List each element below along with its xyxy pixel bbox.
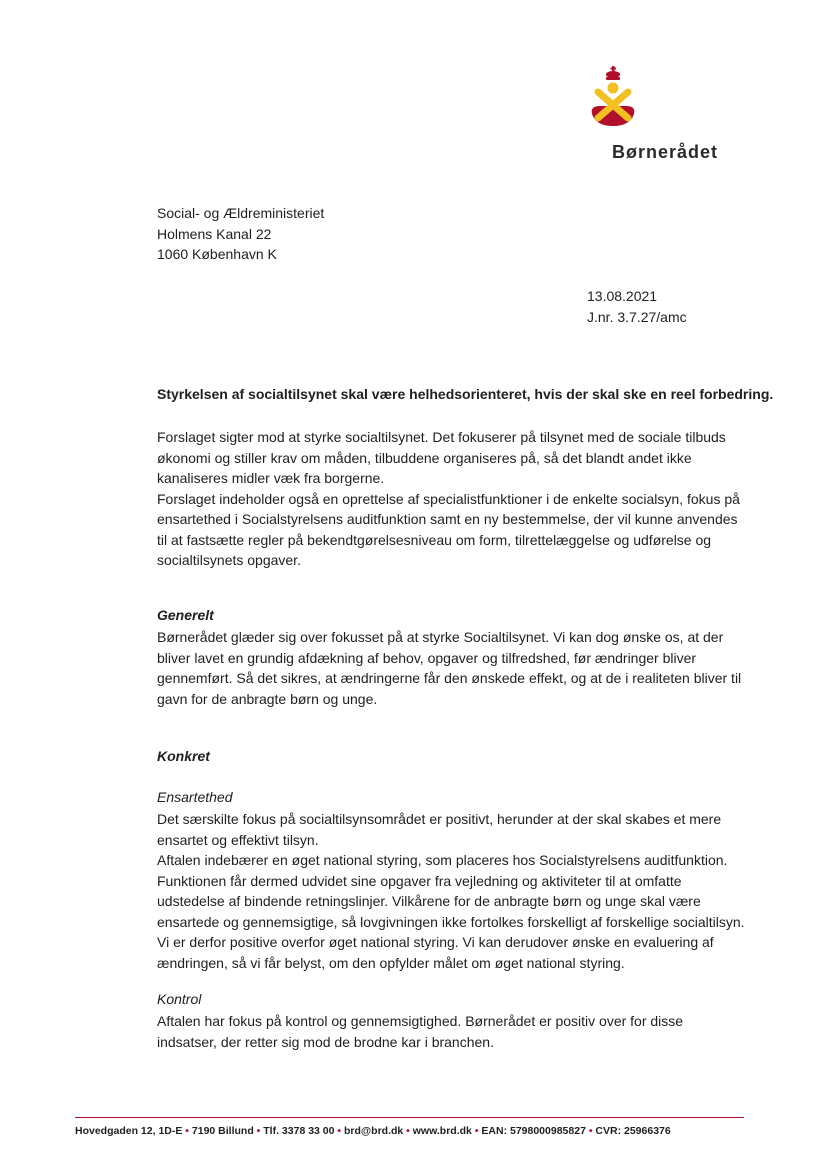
recipient-line: Social- og Ældreministeriet xyxy=(157,205,325,221)
brand-name: Børnerådet xyxy=(612,142,719,162)
text-line: socialtilsynets opgaver. xyxy=(157,552,301,568)
text-line: Aftalen har fokus på kontrol og gennemsigtighed. Børnerådet er positiv over for disse xyxy=(157,1013,684,1029)
text-line: Forslaget indeholder også en oprettelse af specialistfunktioner i de enkelte socialsyn, fokus på xyxy=(157,490,740,507)
bullet-separator: • xyxy=(588,1125,596,1137)
bullet-separator: • xyxy=(474,1125,482,1137)
text-line: ensartede og gennemsigtige, så lovgivningen ikke fortolkes forskelligt af forskellige socialtilsyn. xyxy=(157,913,745,930)
kontrol-paragraph xyxy=(157,1011,683,1052)
bullet-separator: • xyxy=(337,1125,344,1137)
footer-cvr: CVR: 25966376 xyxy=(595,1125,671,1137)
subsection-title-kontrol: Kontrol xyxy=(157,991,202,1007)
recipient-line: 1060 København K xyxy=(157,246,277,262)
intro-paragraph xyxy=(157,427,740,571)
text-line: ensartethed i Socialstyrelsens auditfunktion samt en ny bestemmelse, der vil kunne anvendes xyxy=(157,511,738,527)
text-line: gavn for de anbragte børn og unge. xyxy=(157,690,378,707)
footer-email[interactable]: brd@brd.dk xyxy=(344,1125,404,1137)
journal-number: J.nr. 3.7.27/amc xyxy=(587,308,687,325)
footer-ean: EAN: 5798000985827 xyxy=(481,1125,586,1137)
bullet-separator: • xyxy=(185,1125,192,1137)
bullet-separator: • xyxy=(406,1125,413,1137)
recipient-line: Holmens Kanal 22 xyxy=(157,225,272,242)
recipient-address xyxy=(157,203,324,265)
footer-web[interactable]: www.brd.dk xyxy=(412,1125,472,1137)
borneradet-logo xyxy=(582,62,654,136)
generelt-paragraph xyxy=(157,627,741,709)
footer-address: Hovedgaden 12, 1D-E xyxy=(75,1125,183,1137)
text-line: Funktionen får dermed udvidet sine opgaver fra vejledning og aktiviteter til at omfatte xyxy=(157,872,682,889)
letter-heading: Styrkelsen af socialtilsynet skal være helhedsorienteret, hvis der skal ske en reel forbedring. xyxy=(157,386,774,402)
subsection-title-ensartethed: Ensartethed xyxy=(157,789,233,805)
text-line: Aftalen indebærer en øget national styring, som placeres hos Socialstyrelsens auditfunktion. xyxy=(157,852,728,868)
text-line: Vi er derfor positive overfor øget national styring. Vi kan derudover ønske en evaluering af xyxy=(157,934,714,950)
text-line: gennemført. Så det sikres, at ændringerne får den ønskede effekt, og at de i realiteten bliver til xyxy=(157,670,742,686)
text-line: kanaliseres midler væk fra borgerne. xyxy=(157,470,385,486)
text-line: udstedelse af bindende retningslinjer. Vilkårene for de anbragte børn og unge skal være xyxy=(157,893,701,909)
text-line: Forslaget sigter mod at styrke socialtilsynet. Det fokuserer på tilsynet med de sociale tilbuds xyxy=(157,429,726,445)
text-line: Børnerådet glæder sig over fokusset på at styrke Socialtilsynet. Vi kan dog ønske os, at der xyxy=(157,629,724,645)
letter-date: 13.08.2021 xyxy=(587,288,658,304)
section-title-konkret: Konkret xyxy=(157,748,210,764)
text-line: ensartet og effektivt tilsyn. xyxy=(157,831,319,848)
bullet-separator: • xyxy=(256,1125,264,1137)
footer-city: 7190 Billund xyxy=(191,1125,254,1137)
letter-meta xyxy=(587,286,687,327)
text-line: Det særskilte fokus på socialtilsynsområdet er positivt, herunder at der skal skabes et mere xyxy=(157,811,722,827)
footer-phone: Tlf. 3378 33 00 xyxy=(263,1125,335,1137)
text-line: økonomi og stiller krav om måden, tilbuddene organiseres på, så det blandt andet ikke xyxy=(157,449,692,466)
section-title-generelt: Generelt xyxy=(157,607,214,623)
text-line: indsatser, der retter sig mod de brodne kar i branchen. xyxy=(157,1033,494,1050)
text-line: til at fastsætte regler på bekendtgørelsesniveau om form, tilrettelæggelse og udførelse og xyxy=(157,531,712,548)
text-line: ændringen, så vi får belyst, om den opfylder målet om øget national styring. xyxy=(157,954,625,971)
text-line: bliver lavet en grundig afdækning af behov, opgaver og tilfredshed, før ændringer bliver xyxy=(157,649,697,666)
footer-contact xyxy=(75,1125,671,1137)
borneradet-crown-figure-logo-icon xyxy=(582,62,654,136)
footer-divider xyxy=(75,1117,744,1118)
ensartethed-paragraph xyxy=(157,809,745,973)
